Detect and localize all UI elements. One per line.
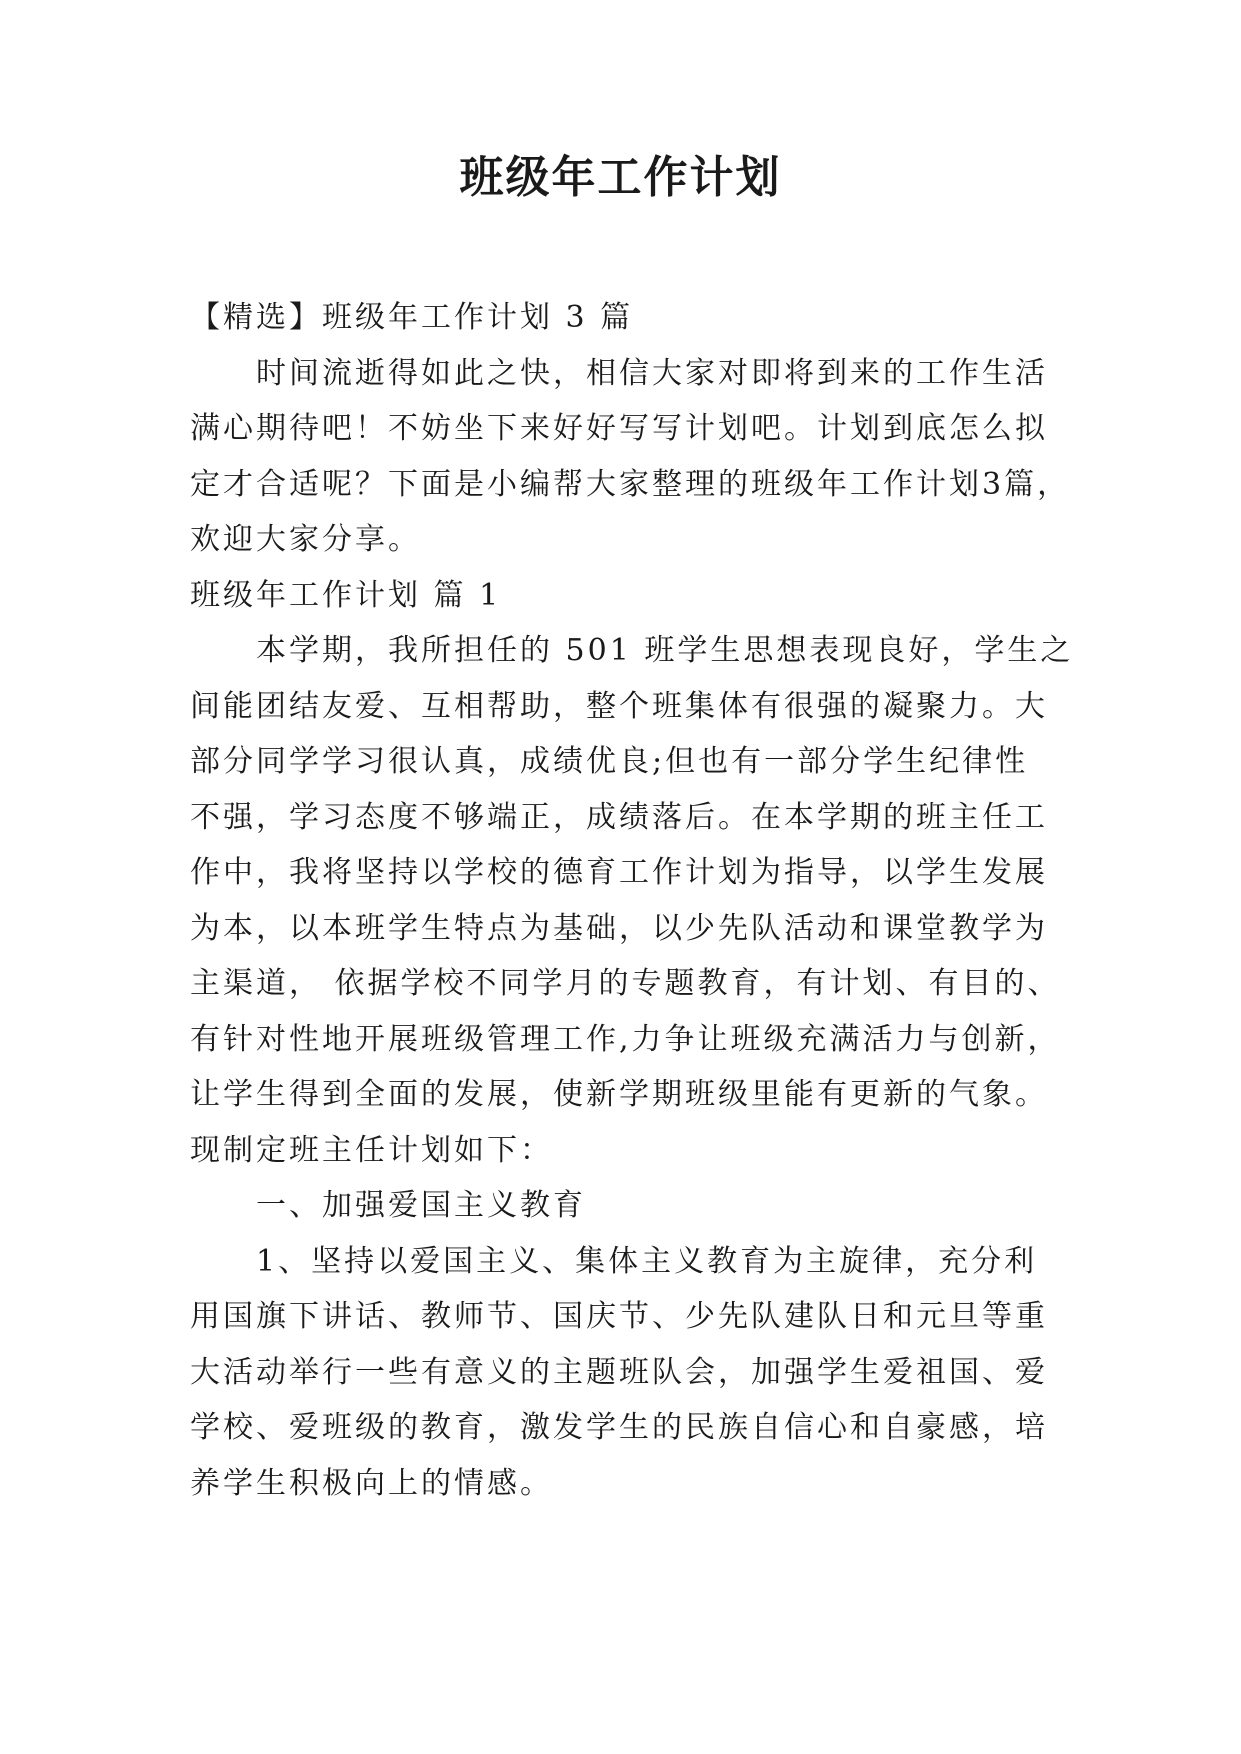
- text-line: 不强，学习态度不够端正，成绩落后。在本学期的班主任工: [190, 799, 1048, 835]
- text-line: 作中，我将坚持以学校的德育工作计划为指导，以学生发展: [190, 855, 1048, 890]
- text-line: 有针对性地开展班级管理工作,力争让班级充满活力与创新，: [190, 1021, 1061, 1057]
- text-line: 养学生积极向上的情感。: [190, 1465, 553, 1501]
- text-line: 学校、爱班级的教育，激发学生的民族自信心和自豪感，培: [190, 1410, 1048, 1445]
- text-line: 部分同学学习很认真，成绩优良;但也有一部分学生纪律性: [190, 744, 1029, 779]
- text-line: 满心期待吧！不妨坐下来好好写写计划吧。计划到底怎么拟: [190, 411, 1048, 446]
- text-line: 班级年工作计划 篇 1: [190, 577, 502, 613]
- text-line: 时间流逝得如此之快，相信大家对即将到来的工作生活: [256, 355, 1048, 391]
- text-line: 用国旗下讲话、教师节、国庆节、少先队建队日和元旦等重: [190, 1299, 1048, 1334]
- text-line: 让学生得到全面的发展，使新学期班级里能有更新的气象。: [190, 1077, 1048, 1112]
- document-title: 班级年工作计划: [459, 152, 782, 203]
- text-line: 大活动举行一些有意义的主题班队会，加强学生爱祖国、爱: [190, 1354, 1048, 1390]
- text-line: 定才合适呢？下面是小编帮大家整理的班级年工作计划3篇，: [190, 466, 1071, 502]
- text-line: 本学期，我所担任的 501 班学生思想表现良好，学生之: [256, 633, 1074, 668]
- text-line: 主渠道， 依据学校不同学月的专题教育，有计划、有目的、: [190, 966, 1061, 1001]
- text-line: 【精选】班级年工作计划 3 篇: [190, 300, 634, 335]
- text-line: 欢迎大家分享。: [190, 522, 421, 557]
- text-line: 1、坚持以爱国主义、集体主义教育为主旋律，充分利: [256, 1243, 1038, 1279]
- text-line: 一、加强爱国主义教育: [256, 1188, 586, 1223]
- text-line: 现制定班主任计划如下：: [190, 1132, 553, 1168]
- text-line: 间能团结友爱、互相帮助，整个班集体有很强的凝聚力。大: [190, 688, 1048, 724]
- document-body: [190, 290, 1074, 1511]
- text-line: 为本，以本班学生特点为基础，以少先队活动和课堂教学为: [190, 910, 1048, 946]
